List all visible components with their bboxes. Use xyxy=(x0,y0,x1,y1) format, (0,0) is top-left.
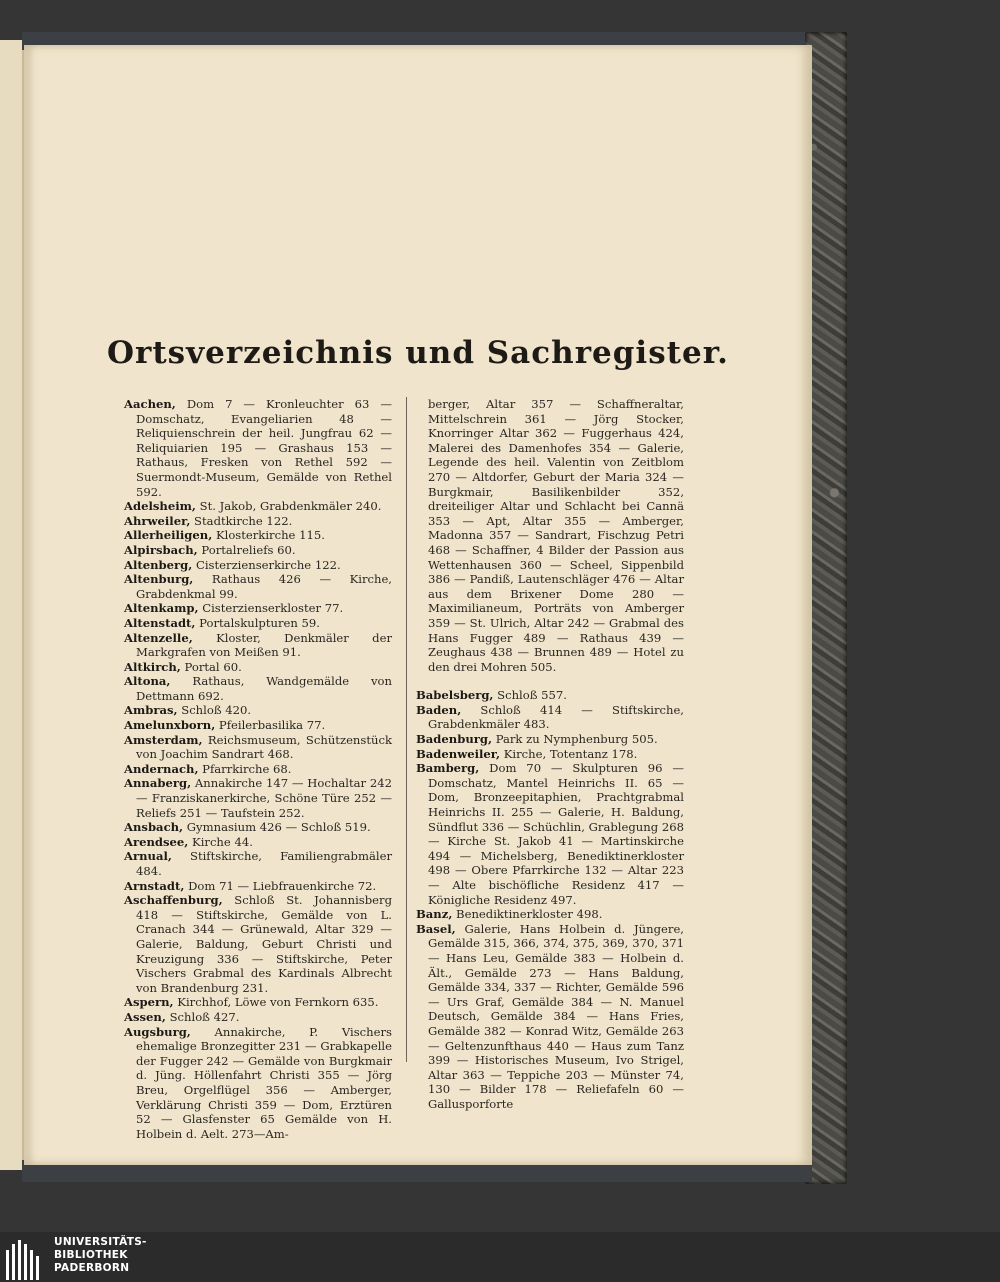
entry-place-name: Altenburg, xyxy=(124,572,194,587)
entry-references: Stiftskirche, Familiengrabmäler 484. xyxy=(136,849,392,878)
entry-references: Dom 70 — Skulpturen 96 — Domschatz, Mantel Heinrichs II. 65 — Dom, Bronzeepitaphien, Prachtgrabmal Heinrichs II. 255 — Galerie, H. Baldung, Sündflut 336 — Schüchlin, Grablegung 268 — Kirche St. Jakob 41 — Martinskirche 494 — Michelsberg, Benediktinerkloster 498 — Obere Pfarrkirche 132 — Altar 223 — Alte bischöfliche Residenz 417 — Königliche Residenz 497. xyxy=(428,761,684,907)
index-entry xyxy=(124,733,392,762)
index-entry xyxy=(416,907,684,922)
index-entry xyxy=(124,776,392,820)
index-entry xyxy=(416,688,684,703)
entry-references: Dom 7 — Kronleuchter 63 — Domschatz, Evangeliarien 48 — Reliquienschrein der heil. Jungfrau 62 — Reliquiarien 195 — Grashaus 153 — Rathaus, Fresken von Rethel 592 — Suermondt-Museum, Gemälde von Rethel 592. xyxy=(136,397,392,499)
entry-place-name: Basel, xyxy=(416,921,456,936)
footer-line-1: UNIVERSITÄTS- xyxy=(54,1236,147,1248)
index-entry xyxy=(124,558,392,573)
entry-references: Dom 71 — Liebfrauenkirche 72. xyxy=(184,878,377,893)
index-entry xyxy=(124,1010,392,1025)
entry-place-name: Aachen, xyxy=(124,397,176,411)
footer-line-3: PADERBORN xyxy=(54,1262,130,1274)
entry-references: Annakirche, P. Vischers ehemalige Bronzegitter 231 — Grabkapelle der Fugger 242 — Gemälde von Burgkmair d. Jüng. Höllenfahrt Christi 355 — Jörg Breu, Orgelflügel 356 — Amberger, Verklärung Christi 359 — Dom, Erztüren 52 — Glasfenster 65 Gemälde von H. Holbein d. Aelt. 273—Am- xyxy=(136,1024,392,1141)
entry-place-name: Banz, xyxy=(416,907,453,922)
entry-place-name: Altenkamp, xyxy=(124,601,199,616)
entry-gap xyxy=(416,674,684,688)
library-logo-icon xyxy=(4,1236,48,1280)
index-entry xyxy=(124,995,392,1010)
entry-references: Schloß 427. xyxy=(165,1009,240,1024)
entry-references: Annakirche 147 — Hochaltar 242 — Franziskanerkirche, Schöne Türe 252 — Reliefs 251 — Taufstein 252. xyxy=(136,776,392,820)
entry-references: Pfeilerbasilika 77. xyxy=(215,718,326,733)
entry-place-name: Arendsee, xyxy=(124,834,189,849)
index-entry xyxy=(416,922,684,1112)
index-entry xyxy=(124,820,392,835)
entry-references: Portal 60. xyxy=(180,659,242,674)
entry-references: Schloß St. Johannisberg 418 — Stiftskirche, Gemälde von L. Cranach 344 — Grünewald, Altar 329 — Galerie, Baldung, Geburt Christi und Kreuzigung 336 — Stiftskirche, Peter Vischers Grabmal des Kardinals Albrecht von Brandenburg 231. xyxy=(136,893,392,995)
entry-place-name: Allerheiligen, xyxy=(124,528,213,543)
entry-place-name: Altenberg, xyxy=(124,557,193,572)
entry-place-name: Amelunxborn, xyxy=(124,718,216,733)
index-entry xyxy=(124,616,392,631)
entry-place-name: Arnstadt, xyxy=(124,878,185,893)
entry-references: Rathaus 426 — Kirche, Grabdenkmal 99. xyxy=(136,572,392,601)
entry-references: Kirchhof, Löwe von Fernkorn 635. xyxy=(173,995,379,1010)
entry-references: Rathaus, Wandgemälde von Dettmann 692. xyxy=(136,674,392,703)
index-entry xyxy=(416,747,684,762)
index-entries-right xyxy=(416,688,684,1111)
index-entry xyxy=(416,703,684,732)
entry-references: Schloß 414 — Stiftskirche, Grabdenkmäler 483. xyxy=(428,702,684,732)
entry-references: Gymnasium 426 — Schloß 519. xyxy=(183,820,371,835)
entry-references: Park zu Nymphenburg 505. xyxy=(492,732,658,747)
entry-references: Kirche, Totentanz 178. xyxy=(500,746,638,761)
entry-place-name: Alpirsbach, xyxy=(124,542,198,557)
index-entry xyxy=(124,893,392,995)
index-entry-continuation: berger, Altar 357 — Schaffneraltar, Mittelschrein 361 — Jörg Stocker, Knorringer Altar 362 — Fuggerhaus 424, Malerei des Damenhofes 354 — Galerie, Legende des heil. Valentin von Zeitblom 270 — Altdorfer, Geburt der Maria 324 — Burgkmair, Basilikenbilder 352, dreiteiliger Altar und Schlacht bei Cannä 353 — Apt, Altar 355 — Amberger, Madonna 357 — Sandrart, Fischzug Petri 468 — Schaffner, 4 Bilder der Passion aus Wettenhausen 360 — Scheel, Sippenbild 386 — Pandiß, Lautenschläger 476 — Altar aus dem Brixener Dome 280 — Maximilianeum, Porträts von Amberger 359 — St. Ulrich, Altar 242 — Grabmal des Hans Fugger 489 — Rathaus 439 — Zeughaus 438 — Brunnen 489 — Hotel zu den drei Mohren 505. xyxy=(428,397,684,674)
library-footer-bar xyxy=(0,1232,1000,1282)
index-entry xyxy=(124,718,392,733)
entry-references: Kloster, Denkmäler der Markgrafen von Meißen 91. xyxy=(136,630,392,660)
entry-place-name: Arnual, xyxy=(124,849,172,864)
entry-place-name: Amsterdam, xyxy=(124,732,203,747)
index-entry xyxy=(124,660,392,675)
entry-references: Kirche 44. xyxy=(188,834,253,849)
left-page-edge xyxy=(0,40,24,1170)
entry-place-name: Andernach, xyxy=(124,761,199,776)
entry-references: Benediktinerkloster 498. xyxy=(452,907,603,922)
entry-place-name: Assen, xyxy=(124,1009,166,1024)
entry-place-name: Badenburg, xyxy=(416,732,493,747)
entry-references: Schloß 557. xyxy=(493,688,567,703)
entry-place-name: Altona, xyxy=(124,674,171,689)
entry-references: Portalreliefs 60. xyxy=(197,542,296,557)
entry-references: Klosterkirche 115. xyxy=(212,528,325,543)
index-entry xyxy=(124,762,392,777)
index-entry xyxy=(416,732,684,747)
index-entry xyxy=(124,601,392,616)
index-entry xyxy=(124,631,392,660)
entry-references: Reichsmuseum, Schützenstück von Joachim Sandrart 468. xyxy=(136,732,392,762)
entry-references: St. Jakob, Grabdenkmäler 240. xyxy=(195,499,382,514)
entry-place-name: Aspern, xyxy=(124,995,174,1010)
index-entry xyxy=(124,514,392,529)
entry-references: Pfarrkirche 68. xyxy=(198,761,292,776)
index-entry xyxy=(124,572,392,601)
entry-references: Cisterzienserkirche 122. xyxy=(192,557,341,572)
index-entry xyxy=(124,528,392,543)
index-entry xyxy=(124,703,392,718)
entry-place-name: Altenzelle, xyxy=(124,630,193,645)
entry-references: Schloß 420. xyxy=(177,703,252,718)
index-entry xyxy=(124,835,392,850)
entry-place-name: Annaberg, xyxy=(124,776,192,791)
index-entry xyxy=(124,499,392,514)
entry-references: Galerie, Hans Holbein d. Jüngere, Gemälde 315, 366, 374, 375, 369, 370, 371 — Hans Leu, Gemälde 383 — Holbein d. Ält., Gemälde 273 — Hans Baldung, Gemälde 334, 337 — Richter, Gemälde 596 — Urs Graf, Gemälde 384 — N. Manuel Deutsch, Gemälde 384 — Hans Fries, Gemälde 382 — Konrad Witz, Gemälde 263 — Geltenzunfthaus 440 — Haus zum Tanz 399 — Historisches Museum, Ivo Strigel, Altar 363 — Teppiche 203 — Münster 74, 130 — Bilder 178 — Reliefafeln 60 — Gallusporforte xyxy=(428,921,684,1111)
entry-place-name: Altenstadt, xyxy=(124,615,196,630)
entry-place-name: Adelsheim, xyxy=(124,499,196,514)
index-entry xyxy=(124,849,392,878)
entry-place-name: Ahrweiler, xyxy=(124,513,191,528)
entry-references: Stadtkirche 122. xyxy=(190,513,293,528)
footer-line-2: BIBLIOTHEK xyxy=(54,1249,128,1261)
entry-place-name: Badenweiler, xyxy=(416,746,501,761)
book-page xyxy=(24,45,812,1165)
entry-place-name: Altkirch, xyxy=(124,659,181,674)
index-entry xyxy=(416,761,684,907)
entry-place-name: Ambras, xyxy=(124,703,178,718)
page-title: Ortsverzeichnis und Sachregister. xyxy=(107,335,729,371)
index-column-right xyxy=(416,397,684,1112)
entry-references: Portalskulpturen 59. xyxy=(195,615,320,630)
entry-place-name: Babelsberg, xyxy=(416,688,494,703)
entry-place-name: Ansbach, xyxy=(124,820,184,835)
index-entry xyxy=(124,674,392,703)
index-entry xyxy=(124,543,392,558)
index-entry xyxy=(124,397,392,499)
column-divider xyxy=(406,397,407,1062)
entry-references: Cisterzienserkloster 77. xyxy=(198,601,344,616)
index-entry xyxy=(124,879,392,894)
entry-place-name: Augsburg, xyxy=(124,1024,191,1039)
entry-place-name: Bamberg, xyxy=(416,761,480,776)
entry-place-name: Aschaffenburg, xyxy=(124,893,223,908)
entry-place-name: Baden, xyxy=(416,702,462,717)
index-column-left xyxy=(124,397,392,1141)
index-entry xyxy=(124,1025,392,1142)
